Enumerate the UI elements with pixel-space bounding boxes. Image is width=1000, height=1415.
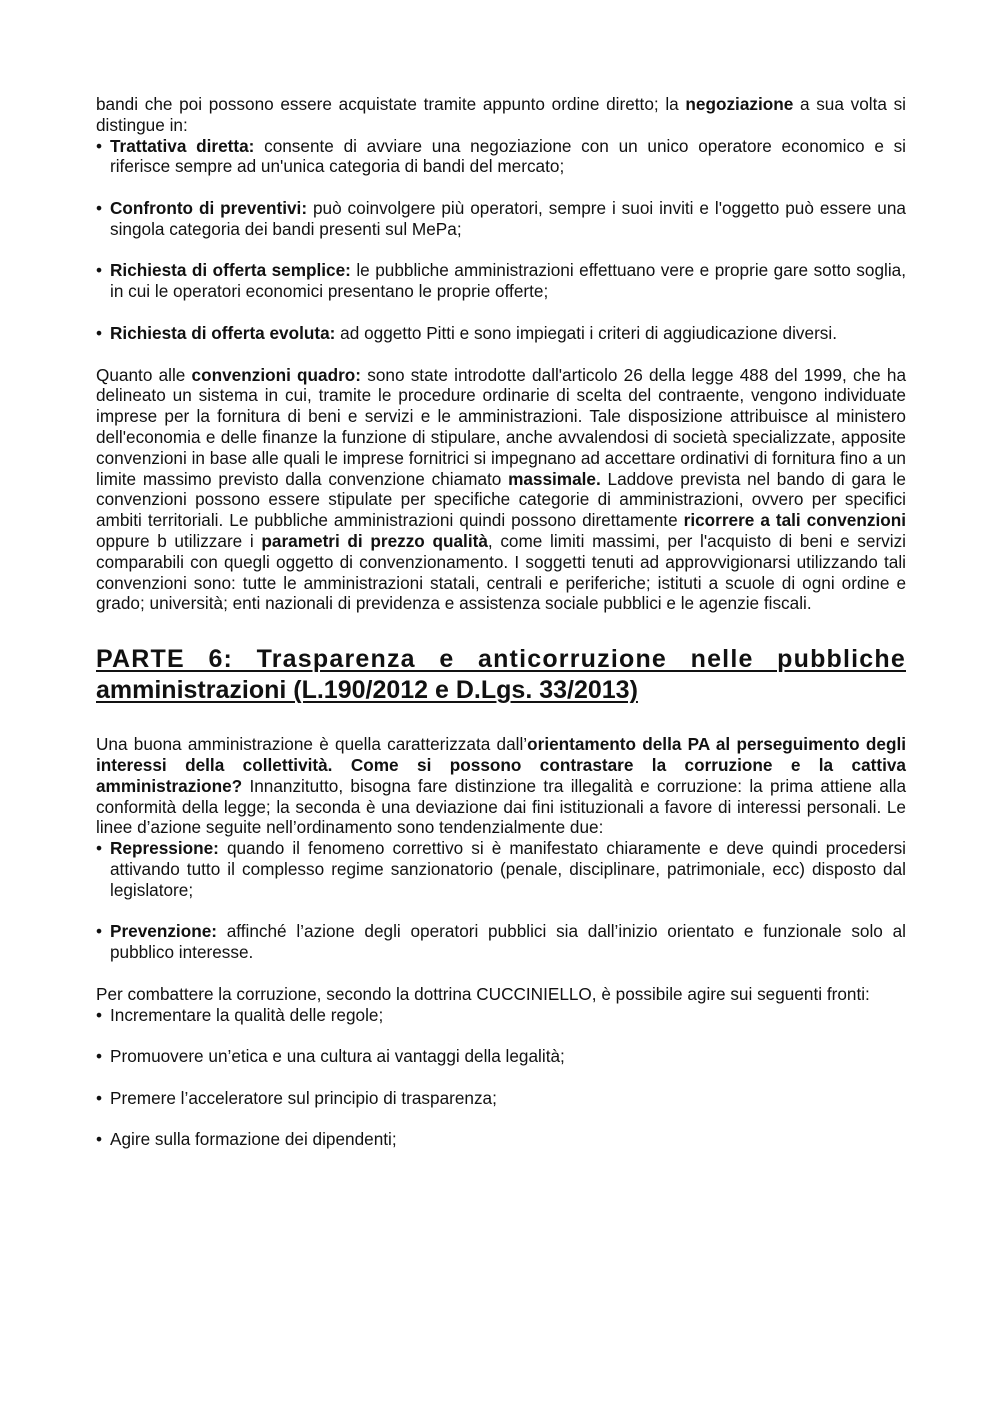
list-item-term: Trattativa diretta: xyxy=(110,135,255,156)
conventions-paragraph xyxy=(96,365,906,615)
list-item: • Incrementare la qualità delle regole; xyxy=(96,1005,906,1026)
good-admin-text-1: Una buona amministrazione è quella caratterizzata dall’ xyxy=(96,734,528,755)
section-heading-line-2: amministrazioni (L.190/2012 e D.Lgs. 33/2013) xyxy=(96,676,638,705)
conventions-bold-1: convenzioni quadro: xyxy=(191,364,362,385)
conventions-text-4: oppure b utilizzare i xyxy=(96,530,262,551)
good-admin-bold: orientamento della PA al perseguimento degli interessi della collettività. Come si possono contrastare la corruzione e la cattiva amministrazione? xyxy=(96,734,907,796)
intro-text-2: a sua volta si distingue in: xyxy=(96,94,906,135)
list-item-text: consente di avviare una negoziazione con un unico operatore economico e si riferisce sempre ad un'unica categoria di bandi del mercato; xyxy=(110,135,906,177)
conventions-text-1: Quanto alle xyxy=(96,364,192,385)
good-admin-text-2: Innanzitutto, bisogna fare distinzione tra illegalità e corruzione: la prima attiene alla conformità della legge; la seconda è una deviazione dai fini istituzionali a favore di interessi personali. Le linee d’azione seguite nell’ordinamento sono tendenzialmente due: xyxy=(96,775,906,838)
list-item-text: ad oggetto Pitti e sono impiegati i criteri di aggiudicazione diversi. xyxy=(335,322,837,343)
list-item-text: affinché l’azione degli operatori pubblici sia dall’inizio orientato e funzionale solo al pubblico interesse. xyxy=(110,921,906,963)
action-lines-list xyxy=(96,838,906,963)
list-item: • Premere l’acceleratore sul principio di trasparenza; xyxy=(96,1088,906,1109)
conventions-bold-4: parametri di prezzo qualità xyxy=(261,530,488,551)
conventions-bold-2: massimale. xyxy=(508,468,601,489)
list-item xyxy=(96,921,906,963)
conventions-text-2: sono state introdotte dall'articolo 26 della legge 488 del 1999, che ha delineato un sistema in cui, tramite le procedure ordinarie di scelta del contraente, vengono individuate imprese per la fornitura di beni e servizi e le amministrazioni. Tale disposizione attribuisce al ministero dell'economia e delle finanze la funzione di stipulare, anche avvalendosi di società specializzate, apposite convenzioni in base alle quali le imprese fornitrici si impegnano ad accettare ordinativi di fornitura fino a un limite massimo previsto dalla convenzione chiamato xyxy=(96,364,906,489)
list-item-text: le pubbliche amministrazioni effettuano vere e proprie gare sotto soglia, in cui le operatori economici presentano le proprie offerte; xyxy=(110,260,906,302)
list-item-term: Confronto di preventivi: xyxy=(110,197,308,218)
list-item xyxy=(96,198,906,240)
conventions-text-3: Laddove prevista nel bando di gara le convenzioni possono essere stipulate per specifiche categorie di amministrazioni, ovvero per specifici ambiti territoriali. Le pubbliche amministrazioni quindi possono direttamente xyxy=(96,468,906,531)
list-item xyxy=(96,260,906,302)
intro-text-1: bandi che poi possono essere acquistate tramite appunto ordine diretto; la xyxy=(96,94,686,114)
list-item-term: Richiesta di offerta semplice: xyxy=(110,260,351,281)
list-item: • Agire sulla formazione dei dipendenti; xyxy=(96,1129,906,1150)
intro-paragraph xyxy=(96,94,906,136)
conventions-bold-3: ricorrere a tali convenzioni xyxy=(683,510,906,531)
list-item: • Promuovere un’etica e una cultura ai vantaggi della legalità; xyxy=(96,1046,906,1067)
fronts-intro-paragraph: Per combattere la corruzione, secondo la dottrina CUCCINIELLO, è possibile agire sui seguenti fronti: xyxy=(96,983,870,1004)
list-item-text: quando il fenomeno correttivo si è manifestato chiaramente e deve quindi procedersi attivando tutto il complesso regime sanzionatorio (penale, disciplinare, patrimoniale, ecc) disposto dal legislatore; xyxy=(110,838,906,900)
list-item xyxy=(96,323,906,344)
fronts-list xyxy=(96,1005,906,1151)
list-item xyxy=(96,136,906,178)
intro-bold-negoziazione: negoziazione xyxy=(685,94,794,114)
list-item-text: può coinvolgere più operatori, sempre i suoi inviti e l'oggetto può essere una singola categoria dei bandi presenti sul MePa; xyxy=(110,197,906,239)
list-item-term: Prevenzione: xyxy=(110,921,217,942)
list-item-term: Richiesta di offerta evoluta: xyxy=(110,322,336,343)
good-administration-paragraph xyxy=(96,734,906,838)
document-page xyxy=(96,94,906,1150)
list-item-term: Repressione: xyxy=(110,838,219,859)
section-heading-line-1: PARTE 6: Trasparenza e anticorruzione nelle pubbliche xyxy=(96,645,906,674)
negotiation-types-list xyxy=(96,136,906,344)
section-heading xyxy=(96,644,906,706)
list-item xyxy=(96,838,906,900)
conventions-text-5: , come limiti massimi, per l'acquisto di beni e servizi comparabili con quegli oggetto di convenzionamento. I soggetti tenuti ad approvvigionarsi utilizzando tali convenzioni sono: tutte le amministrazioni statali, centrali e periferiche; istituti a scuole di ogni ordine e grado; università; enti nazionali di previdenza e assistenza sociale pubblici e le agenzie fiscali. xyxy=(96,530,906,614)
